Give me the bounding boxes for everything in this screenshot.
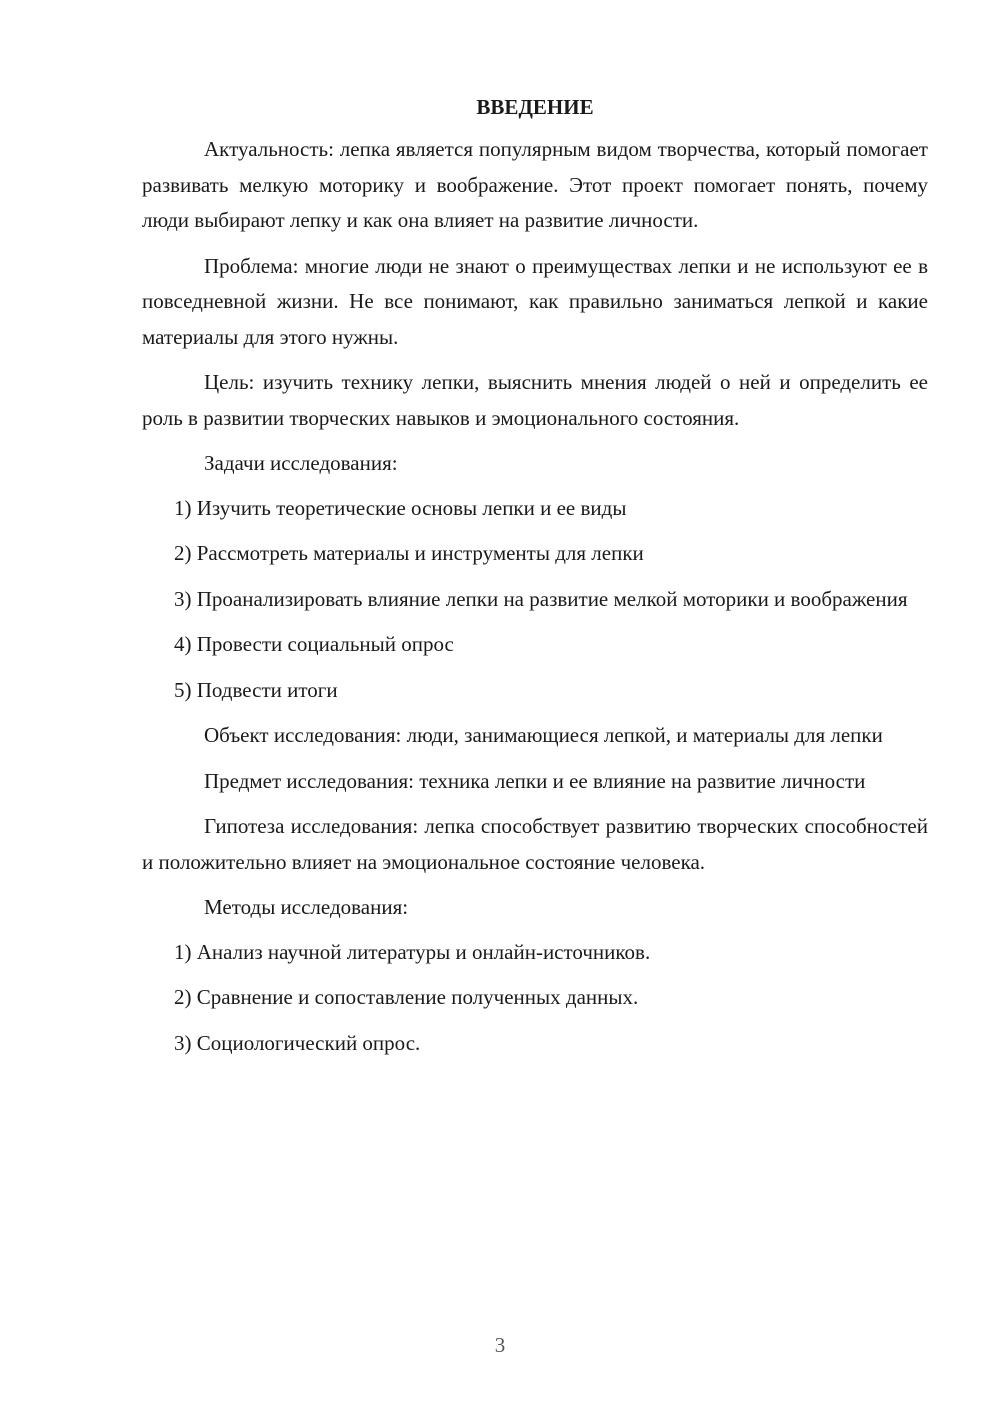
list-item: 5) Подвести итоги	[174, 677, 338, 702]
section-title: ВВЕДЕНИЕ	[476, 95, 594, 119]
list-item: 4) Провести социальный опрос	[174, 632, 454, 656]
list-item: 2) Сравнение и сопоставление полученных данных.	[174, 985, 639, 1009]
page-number: 3	[494, 1333, 506, 1357]
object-paragraph: Объект исследования: люди, занимающиеся лепкой, и материалы для лепки	[204, 723, 883, 747]
tasks-list	[142, 491, 928, 709]
list-item: 2) Рассмотреть материалы и инструменты для лепки	[174, 541, 644, 565]
goal-paragraph: Цель: изучить технику лепки, выяснить мнения людей о ней и определить ее роль в развитии творческих навыков и эмоционального состояния.	[142, 370, 928, 430]
methods-heading: Методы исследования:	[204, 895, 409, 919]
list-item: 1) Анализ научной литературы и онлайн-источников.	[174, 939, 651, 964]
list-item: 1) Изучить теоретические основы лепки и ее виды	[174, 495, 627, 520]
list-item: 3) Социологический опрос.	[174, 1030, 421, 1055]
problem-paragraph: Проблема: многие люди не знают о преимуществах лепки и не используют ее в повседневной жизни. Не все понимают, как правильно заниматься лепкой и какие материалы для этого нужны.	[142, 253, 928, 349]
document-page	[142, 90, 928, 1071]
tasks-heading: Задачи исследования:	[204, 451, 398, 475]
relevance-paragraph: Актуальность: лепка является популярным видом творчества, который помогает развивать мелкую моторику и воображение. Этот проект помогает понять, почему люди выбирают лепку и как она влияет на развитие личности.	[142, 137, 928, 232]
methods-list	[142, 935, 928, 1062]
hypothesis-paragraph: Гипотеза исследования: лепка способствует развитию творческих способностей и положительно влияет на эмоциональное состояние человека.	[142, 814, 928, 874]
list-item: 3) Проанализировать влияние лепки на развитие мелкой моторики и воображения	[174, 586, 908, 611]
subject-paragraph: Предмет исследования: техника лепки и ее влияние на развитие личности	[204, 768, 866, 793]
